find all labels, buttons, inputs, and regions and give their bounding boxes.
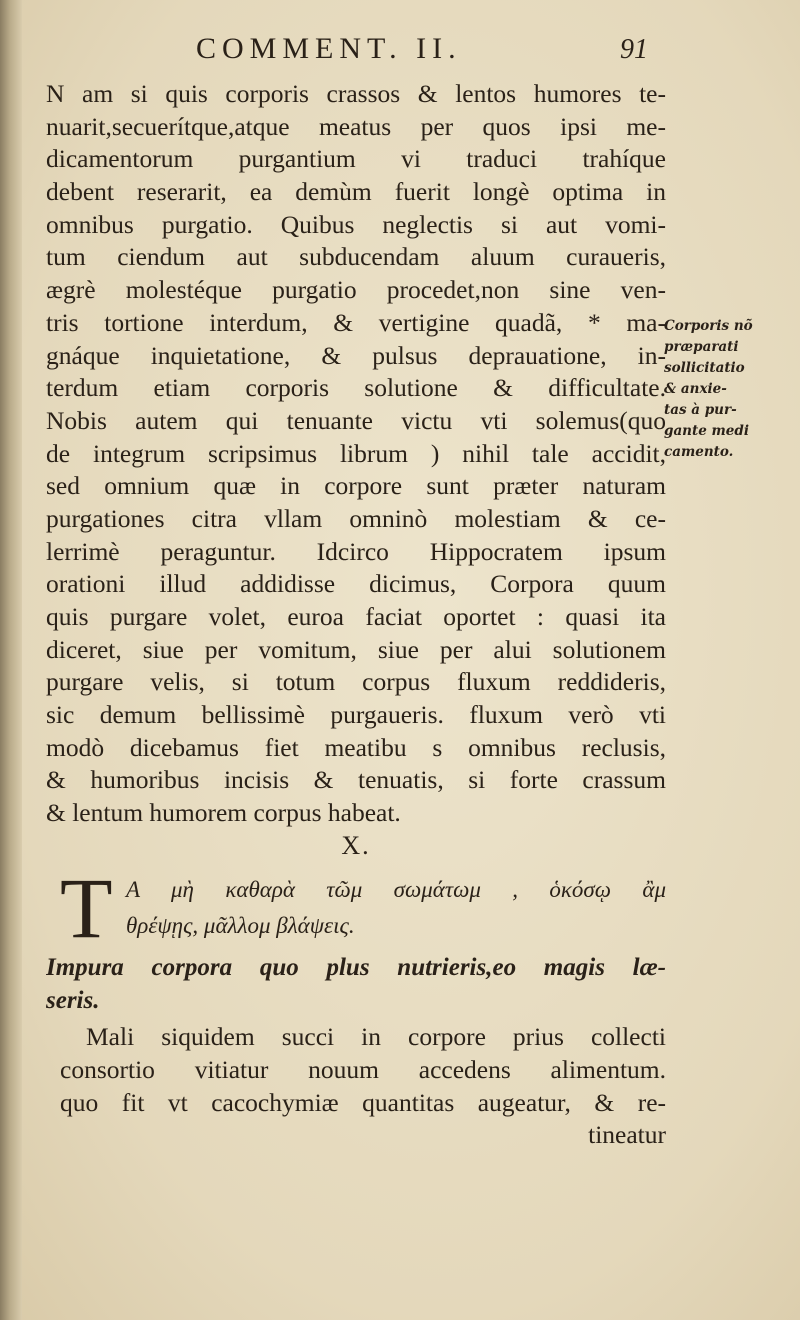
text-line: lerrimè peraguntur. Idcirco Hippocratem ipsum: [46, 536, 666, 566]
text-line: Mali siquidem succi in corpore prius collecti: [86, 1022, 666, 1052]
text-line: sed omnium quæ in corpore sunt præter naturam: [46, 471, 666, 501]
text-line: quis purgare volet, euroa faciat oportet : quasi ita: [46, 602, 666, 631]
aphorism-line: Impura corpora quo plus nutrieris,eo magis læ-: [46, 953, 666, 981]
marginal-line: præparati: [664, 339, 739, 355]
marginal-line: tas à pur-: [664, 402, 737, 418]
text-line: & lentum humorem corpus habeat.: [46, 798, 401, 828]
catchword: tineatur: [588, 1120, 666, 1150]
text-line: consortio vitiatur nouum accedens alimentum.: [60, 1054, 666, 1084]
text-line: diceret, siue per vomitum, siue per alui solutionem: [46, 634, 666, 664]
page-number: 91: [620, 34, 648, 65]
main-text: [46, 78, 666, 1152]
marginal-line: Corporis nõ: [664, 318, 753, 334]
greek-line: θρέψῃς, μᾶλλομ βλάψεις.: [126, 912, 355, 938]
text-line: orationi illud addidisse dicimus, Corpora quum: [46, 569, 666, 599]
page-header: [0, 32, 800, 72]
text-line: quo fit vt cacochymiæ quantitas augeatur, & re-: [60, 1087, 666, 1117]
text-line: de integrum scripsimus librum ) nihil tale accidit,: [46, 438, 666, 468]
marginal-note: [664, 316, 794, 463]
text-line: sic demum bellissimè purgaueris. fluxum verò vti: [46, 700, 666, 730]
aphorism-line: seris.: [46, 986, 100, 1014]
text-line: Nobis autem qui tenuante victu vti solemus(quo: [46, 405, 666, 435]
text-line: purgare velis, si totum corpus fluxum reddideris,: [46, 667, 666, 697]
greek-aphorism: [46, 859, 666, 956]
drop-cap: T: [60, 859, 113, 956]
text-line: modò dicebamus fiet meatibu s omnibus reclusis,: [46, 732, 666, 762]
text-line: terdum etiam corporis solutione & difficultate.: [46, 373, 666, 403]
text-line: dicamentorum purgantium vi traduci trahíque: [46, 144, 666, 174]
section-number: X.: [341, 830, 371, 860]
commentary-paragraph: [46, 1021, 666, 1152]
marginal-line: sollicitatio: [664, 360, 745, 376]
text-line: purgationes citra vllam omninò molestiam & ce-: [46, 503, 666, 533]
greek-line: A μὴ καθαρὰ τῶμ σωμάτωμ , ὁκόσῳ ἂμ: [126, 876, 666, 902]
text-line: tum ciendum aut subducendam aluum curaueris,: [46, 242, 666, 272]
text-line: & humoribus incisis & tenuatis, si forte crassum: [46, 765, 666, 795]
text-line: debent reserarit, ea demùm fuerit longè optima in: [46, 177, 666, 207]
marginal-line: & anxie-: [664, 381, 727, 397]
text-line: gnáque inquietatione, & pulsus deprauatione, in-: [46, 340, 666, 370]
commentary-paragraph: [46, 78, 666, 830]
text-line: ægrè molestéque purgatio procedet,non sine ven-: [46, 275, 666, 305]
text-line: N am si quis corporis crassos & lentos humores te-: [46, 79, 666, 108]
text-line: nuarit,secuerítque,atque meatus per quos ipsi me-: [46, 111, 666, 141]
text-line: omnibus purgatio. Quibus neglectis si aut vomi-: [46, 209, 666, 239]
latin-aphorism: [46, 952, 666, 1017]
marginal-line: camento.: [664, 444, 734, 460]
text-line: tris tortione interdum, & vertigine quadã, * ma-: [46, 307, 666, 337]
marginal-line: gante medi: [664, 423, 749, 439]
page-gutter: [0, 0, 22, 1320]
running-title: COMMENT. II.: [196, 32, 462, 65]
